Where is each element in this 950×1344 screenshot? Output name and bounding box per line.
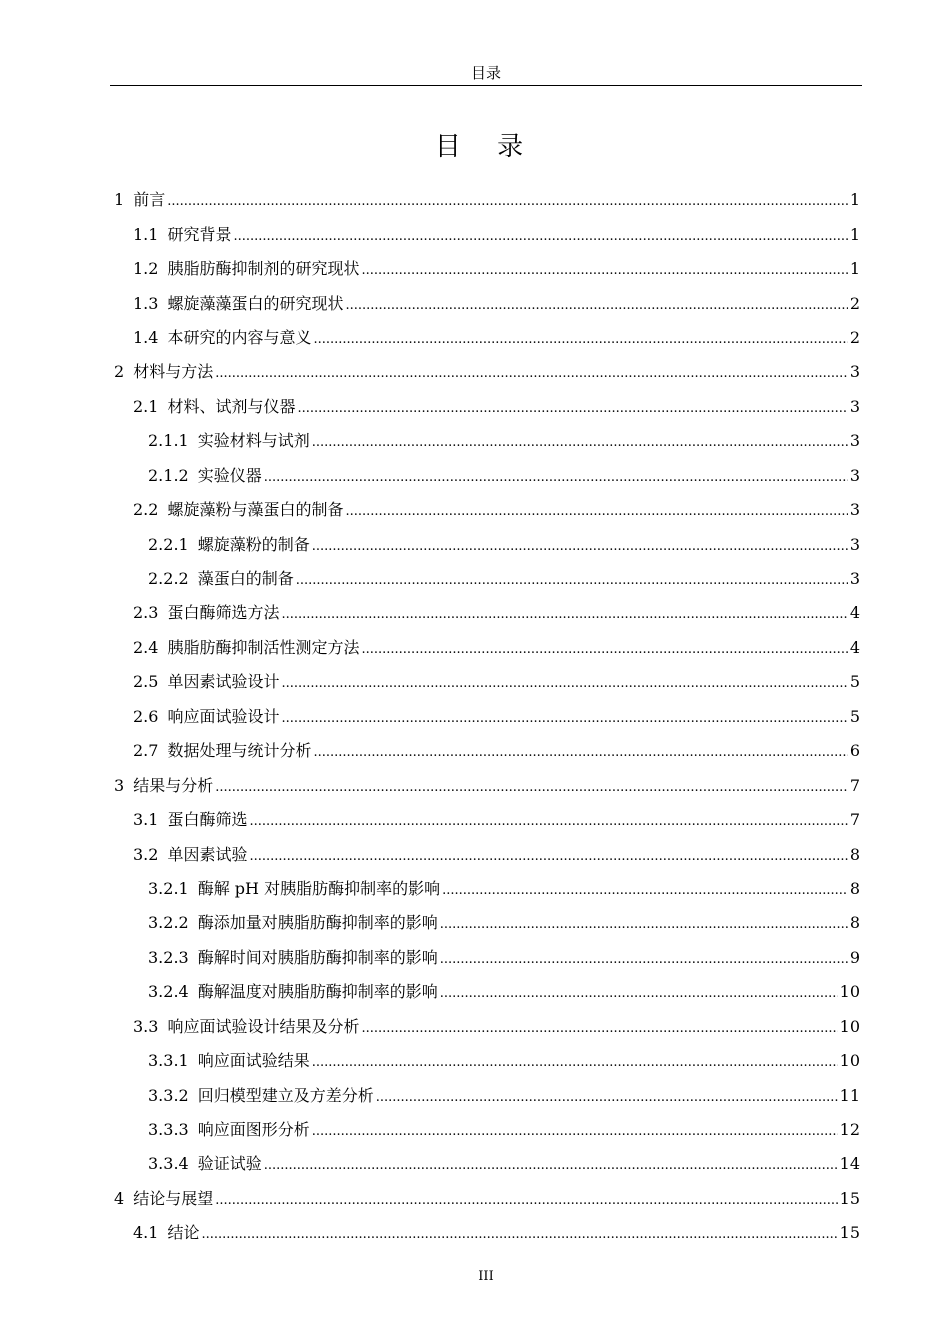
toc-entry-page: 3 — [849, 534, 860, 554]
toc-entry[interactable] — [0, 390, 950, 424]
toc-entry[interactable] — [0, 872, 950, 906]
toc-entry-title: 实验仪器 — [197, 465, 262, 485]
page-number: III — [478, 1269, 494, 1284]
toc-entry-title: 螺旋藻粉的制备 — [197, 534, 310, 554]
toc-entry-number: 2.1.1 — [148, 431, 189, 451]
toc-entry[interactable] — [0, 700, 950, 734]
toc-entry[interactable] — [0, 459, 950, 493]
toc-entry-page: 3 — [849, 431, 860, 451]
toc-entry[interactable] — [0, 975, 950, 1009]
toc-entry[interactable] — [0, 183, 950, 217]
toc-dot-leader — [215, 778, 848, 798]
toc-entry-number: 3 — [114, 775, 125, 795]
toc-entry[interactable] — [0, 355, 950, 389]
toc-entry-number: 2.7 — [133, 741, 159, 761]
toc-entry[interactable] — [0, 906, 950, 940]
toc-dot-leader — [215, 1191, 837, 1211]
toc-entry-number: 2.2.2 — [148, 569, 189, 589]
toc-entry-number: 4 — [114, 1188, 125, 1208]
toc-entry[interactable] — [0, 1078, 950, 1112]
toc-entry-title: 胰脂肪酶抑制活性测定方法 — [167, 637, 360, 657]
toc-entry[interactable] — [0, 562, 950, 596]
toc-entry-page: 3 — [849, 362, 860, 382]
toc-entry-number: 3.3.4 — [148, 1154, 189, 1174]
toc-dot-leader — [281, 605, 847, 625]
toc-entry[interactable] — [0, 665, 950, 699]
toc-entry-title: 胰脂肪酶抑制剂的研究现状 — [167, 259, 360, 279]
toc-entry-page: 9 — [849, 947, 860, 967]
toc-entry-page: 7 — [849, 810, 860, 830]
toc-entry-title: 蛋白酶筛选方法 — [167, 603, 280, 623]
toc-entry-number: 3.3 — [133, 1016, 159, 1036]
toc-entry[interactable] — [0, 321, 950, 355]
toc-entry[interactable] — [0, 1182, 950, 1216]
toc-dot-leader — [345, 296, 847, 316]
running-header: 目录 — [470, 64, 501, 82]
toc-entry-number: 3.2.4 — [148, 982, 189, 1002]
toc-entry-page: 10 — [839, 1016, 860, 1036]
toc-entry-number: 1.2 — [133, 259, 159, 279]
toc-entry-number: 2.1 — [133, 396, 159, 416]
toc-entry-number: 4.1 — [133, 1223, 159, 1243]
toc-entry[interactable] — [0, 493, 950, 527]
toc-entry[interactable] — [0, 1113, 950, 1147]
toc-entry-number: 1.3 — [133, 293, 159, 313]
toc-dot-leader — [264, 1156, 838, 1176]
toc-entry-title: 回归模型建立及方差分析 — [197, 1085, 374, 1105]
toc-entry-title: 单因素试验 — [167, 844, 248, 864]
toc-entry[interactable] — [0, 768, 950, 802]
toc-entry-page: 5 — [849, 672, 860, 692]
toc-dot-leader — [264, 468, 848, 488]
toc-entry[interactable] — [0, 217, 950, 251]
toc-dot-leader — [440, 915, 848, 935]
toc-entry-number: 2.5 — [133, 672, 159, 692]
toc-entry-page: 10 — [839, 1051, 860, 1071]
toc-entry-title: 前言 — [133, 190, 166, 210]
toc-entry[interactable] — [0, 424, 950, 458]
toc-dot-leader — [296, 571, 848, 591]
toc-entry-page: 5 — [849, 706, 860, 726]
toc-entry-title: 响应面试验结果 — [197, 1051, 310, 1071]
toc-entry[interactable] — [0, 1044, 950, 1078]
toc-entry-number: 3.3.2 — [148, 1085, 189, 1105]
toc-entry-number: 3.3.3 — [148, 1120, 189, 1140]
toc-entry-page: 12 — [839, 1120, 860, 1140]
toc-dot-leader — [281, 709, 847, 729]
toc-entry-page: 11 — [839, 1085, 860, 1105]
toc-entry-number: 1.1 — [133, 224, 159, 244]
toc-entry-page: 1 — [849, 224, 860, 244]
toc-entry-title: 响应面试验设计结果及分析 — [167, 1016, 360, 1036]
toc-dot-leader — [361, 261, 847, 281]
table-of-contents — [0, 183, 950, 1251]
toc-entry-title: 研究背景 — [167, 224, 232, 244]
toc-entry[interactable] — [0, 596, 950, 630]
toc-dot-leader — [376, 1088, 838, 1108]
toc-entry-page: 3 — [849, 396, 860, 416]
toc-entry-page: 8 — [849, 844, 860, 864]
toc-entry[interactable] — [0, 286, 950, 320]
toc-dot-leader — [345, 502, 847, 522]
toc-entry-title: 螺旋藻藻蛋白的研究现状 — [167, 293, 344, 313]
toc-dot-leader — [312, 1053, 838, 1073]
toc-entry-page: 8 — [849, 878, 860, 898]
toc-entry-number: 3.2.2 — [148, 913, 189, 933]
toc-entry-number: 3.2.1 — [148, 878, 189, 898]
toc-entry-title: 藻蛋白的制备 — [197, 569, 294, 589]
toc-entry[interactable] — [0, 1216, 950, 1250]
toc-entry-number: 2.3 — [133, 603, 159, 623]
page-title: 目 录 — [434, 132, 538, 163]
toc-entry-page: 10 — [839, 982, 860, 1002]
toc-entry-title: 酶添加量对胰脂肪酶抑制率的影响 — [197, 913, 438, 933]
toc-entry[interactable] — [0, 1147, 950, 1181]
toc-entry[interactable] — [0, 1010, 950, 1044]
toc-dot-leader — [297, 399, 847, 419]
toc-dot-leader — [442, 881, 848, 901]
toc-entry-page: 2 — [849, 293, 860, 313]
toc-dot-leader — [249, 847, 847, 867]
toc-entry-number: 2 — [114, 362, 125, 382]
toc-entry[interactable] — [0, 734, 950, 768]
toc-entry-number: 2.2 — [133, 500, 159, 520]
toc-entry-page: 7 — [849, 775, 860, 795]
toc-dot-leader — [281, 674, 847, 694]
toc-entry-page: 15 — [839, 1188, 860, 1208]
toc-dot-leader — [233, 227, 847, 247]
toc-dot-leader — [312, 1122, 838, 1142]
toc-entry-title: 酶解时间对胰脂肪酶抑制率的影响 — [197, 947, 438, 967]
toc-dot-leader — [249, 812, 847, 832]
toc-entry-number: 3.2.3 — [148, 947, 189, 967]
toc-dot-leader — [313, 330, 847, 350]
toc-entry-title: 蛋白酶筛选 — [167, 810, 248, 830]
toc-entry[interactable] — [0, 527, 950, 561]
toc-dot-leader — [361, 640, 847, 660]
toc-dot-leader — [167, 192, 848, 212]
toc-entry-title: 结论 — [167, 1223, 200, 1243]
toc-entry-number: 3.2 — [133, 844, 159, 864]
toc-entry-page: 8 — [849, 913, 860, 933]
toc-entry-number: 2.6 — [133, 706, 159, 726]
toc-entry-number: 2.4 — [133, 637, 159, 657]
toc-entry[interactable] — [0, 837, 950, 871]
toc-dot-leader — [312, 537, 848, 557]
toc-entry-title: 螺旋藻粉与藻蛋白的制备 — [167, 500, 344, 520]
toc-entry-title: 本研究的内容与意义 — [167, 327, 312, 347]
toc-entry-title: 验证试验 — [197, 1154, 262, 1174]
toc-entry-title: 材料与方法 — [133, 362, 214, 382]
toc-dot-leader — [440, 984, 838, 1004]
toc-entry-page: 3 — [849, 569, 860, 589]
toc-entry-title: 材料、试剂与仪器 — [167, 396, 296, 416]
toc-entry-title: 响应面图形分析 — [197, 1120, 310, 1140]
toc-dot-leader — [201, 1225, 837, 1245]
toc-entry[interactable] — [0, 252, 950, 286]
toc-dot-leader — [440, 950, 848, 970]
toc-dot-leader — [312, 433, 848, 453]
toc-entry-number: 3.3.1 — [148, 1051, 189, 1071]
toc-entry-title: 数据处理与统计分析 — [167, 741, 312, 761]
header-rule — [110, 85, 862, 86]
toc-entry-title: 单因素试验设计 — [167, 672, 280, 692]
toc-dot-leader — [215, 364, 848, 384]
toc-entry-number: 3.1 — [133, 810, 159, 830]
toc-entry-page: 6 — [849, 741, 860, 761]
toc-entry-number: 1.4 — [133, 327, 159, 347]
toc-entry-page: 1 — [849, 259, 860, 279]
toc-entry-page: 1 — [849, 190, 860, 210]
toc-entry-title: 实验材料与试剂 — [197, 431, 310, 451]
toc-entry-title: 结论与展望 — [133, 1188, 214, 1208]
toc-entry[interactable] — [0, 941, 950, 975]
toc-entry-page: 4 — [849, 603, 860, 623]
toc-entry-page: 2 — [849, 327, 860, 347]
toc-entry-page: 4 — [849, 637, 860, 657]
toc-entry-title: 结果与分析 — [133, 775, 214, 795]
toc-entry[interactable] — [0, 631, 950, 665]
toc-entry-title: 酶解 pH 对胰脂肪酶抑制率的影响 — [197, 878, 441, 898]
toc-entry-number: 2.1.2 — [148, 465, 189, 485]
toc-entry-page: 3 — [849, 465, 860, 485]
toc-entry-page: 14 — [839, 1154, 860, 1174]
toc-entry-page: 3 — [849, 500, 860, 520]
toc-dot-leader — [313, 743, 847, 763]
toc-entry-title: 响应面试验设计 — [167, 706, 280, 726]
toc-entry[interactable] — [0, 803, 950, 837]
toc-dot-leader — [361, 1019, 837, 1039]
toc-entry-page: 15 — [839, 1223, 860, 1243]
toc-entry-title: 酶解温度对胰脂肪酶抑制率的影响 — [197, 982, 438, 1002]
toc-entry-number: 1 — [114, 190, 125, 210]
toc-entry-number: 2.2.1 — [148, 534, 189, 554]
